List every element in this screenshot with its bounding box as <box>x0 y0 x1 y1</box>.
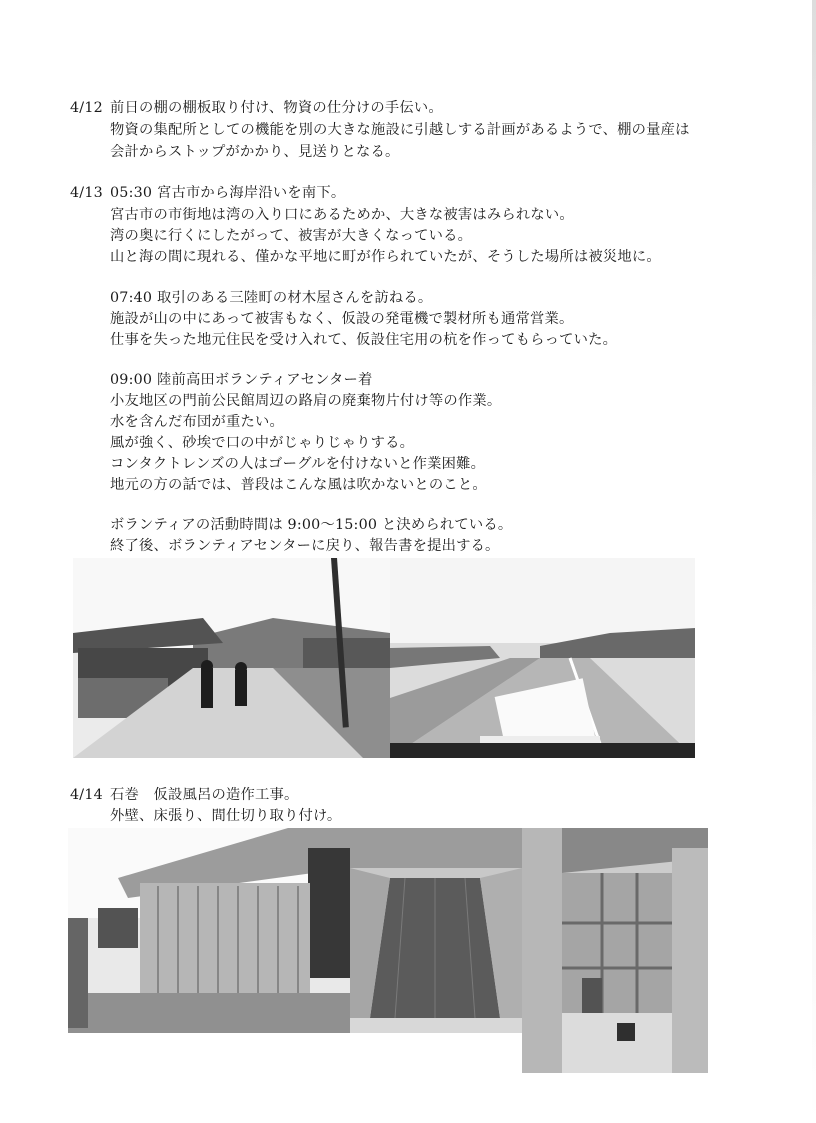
entry-text: 05:30 宮古市から海岸沿いを南下。 <box>110 185 346 201</box>
photo-bath-hut-partition <box>522 828 708 1073</box>
entry-text: 仕事を失った地元住民を受け入れて、仮設住宅用の杭を作ってもらっていた。 <box>110 332 618 348</box>
photo-coastal-road <box>390 558 695 758</box>
entry-text: コンタクトレンズの人はゴーグルを付けないと作業困難。 <box>110 456 486 472</box>
entry-date: 4/12 <box>70 100 103 116</box>
scan-edge <box>812 0 816 1123</box>
entry-text: 前日の棚の棚板取り付け、物資の仕分けの手伝い。 <box>110 100 443 116</box>
photo-bath-hut-floor <box>350 828 522 1033</box>
entry-text: 風が強く、砂埃で口の中がじゃりじゃりする。 <box>110 435 415 451</box>
entry-text: 石巻 仮設風呂の造作工事。 <box>110 787 299 803</box>
photo-bath-hut-exterior <box>68 828 350 1033</box>
entry-date: 4/13 <box>70 185 103 201</box>
entry-text: 湾の奥に行くにしたがって、被害が大きくなっている。 <box>110 228 473 244</box>
entry-text: 物資の集配所としての機能を別の大きな施設に引越しする計画があるようで、棚の量産は <box>110 122 690 138</box>
entry-text: 施設が山の中にあって被害もなく、仮設の発電機で製材所も通常営業。 <box>110 311 574 327</box>
entry-text: 外壁、床張り、間仕切り取り付け。 <box>110 808 342 824</box>
entry-text: 終了後、ボランティアセンターに戻り、報告書を提出する。 <box>110 538 500 554</box>
entry-text: 07:40 取引のある三陸町の材木屋さんを訪ねる。 <box>110 290 433 306</box>
photo-village-street <box>73 558 390 758</box>
entry-text: 09:00 陸前高田ボランティアセンター着 <box>110 372 373 388</box>
entry-text: 会計からストップがかかり、見送りとなる。 <box>110 144 400 160</box>
entry-text: 水を含んだ布団が重たい。 <box>110 414 284 430</box>
entry-date: 4/14 <box>70 787 103 803</box>
entry-text: ボランティアの活動時間は 9:00～15:00 と決められている。 <box>110 517 513 533</box>
entry-text: 小友地区の門前公民館周辺の路肩の廃棄物片付け等の作業。 <box>110 393 502 409</box>
entry-text: 山と海の間に現れる、僅かな平地に町が作られていたが、そうした場所は被災地に。 <box>110 249 661 265</box>
entry-text: 地元の方の話では、普段はこんな風は吹かないとのこと。 <box>110 477 487 493</box>
entry-text: 宮古市の市街地は湾の入り口にあるためか、大きな被害はみられない。 <box>110 207 574 223</box>
